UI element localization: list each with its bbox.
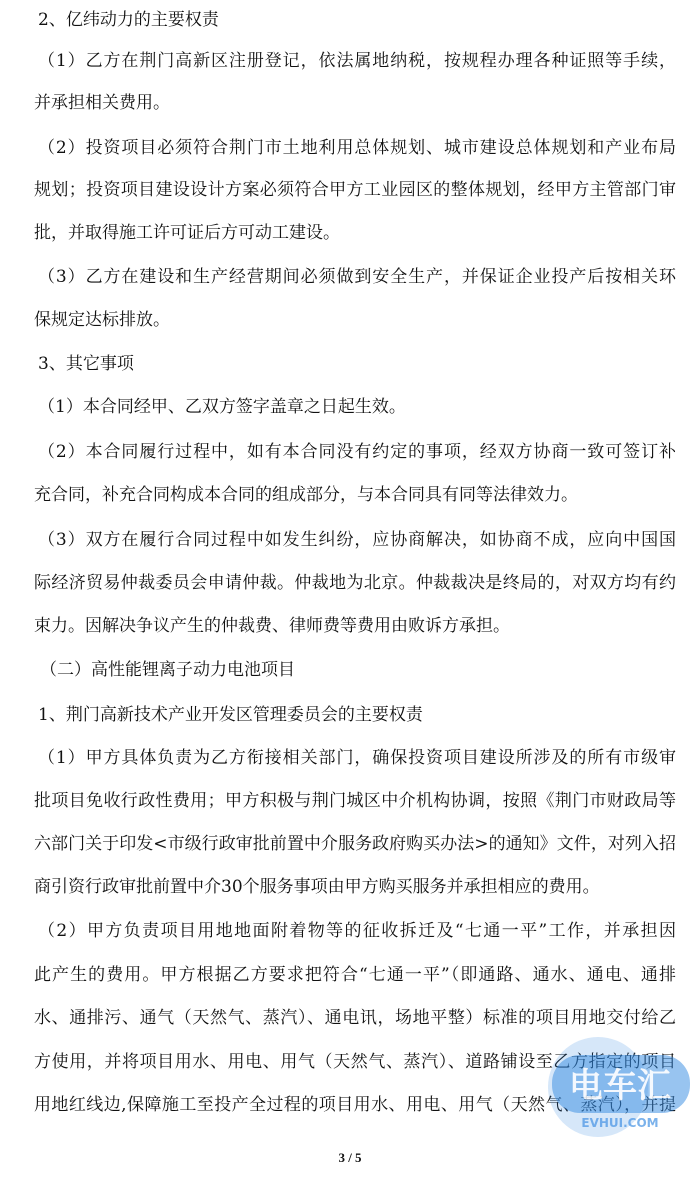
paragraph-line: （2）本合同履行过程中，如有本合同没有约定的事项，经双方协商一致可签订补 <box>38 442 676 462</box>
paragraph-line: 此产生的费用。甲方根据乙方要求把符合“七通一平”（即通路、通水、通电、通排 <box>34 965 676 985</box>
paragraph-line: （3）乙方在建设和生产经营期间必须做到安全生产，并保证企业投产后按相关环 <box>38 267 676 287</box>
paragraph-line: 际经济贸易仲裁委员会申请仲裁。仲裁地为北京。仲裁裁决是终局的，对双方均有约 <box>34 573 676 593</box>
paragraph-line: （3）双方在履行合同过程中如发生纠纷，应协商解决，如协商不成，应向中国国 <box>38 530 676 550</box>
paragraph-line: （1）甲方具体负责为乙方衔接相关部门，确保投资项目建设所涉及的所有市级审 <box>38 748 676 768</box>
paragraph-line: 并承担相关费用。 <box>34 93 170 113</box>
paragraph-line: 批，并取得施工许可证后方可动工建设。 <box>34 223 340 243</box>
paragraph-line: 商引资行政审批前置中介30个服务事项由甲方购买服务并承担相应的费用。 <box>34 877 600 897</box>
page-number: 3 / 5 <box>338 1150 362 1165</box>
paragraph-line: （2）甲方负责项目用地地面附着物等的征收拆迁及“七通一平”工作，并承担因 <box>38 921 676 941</box>
section-heading: 2、亿纬动力的主要权责 <box>38 10 219 30</box>
section-heading: 3、其它事项 <box>38 354 134 374</box>
paragraph-line: 方使用，并将项目用水、用电、用气（天然气、蒸汽）、道路铺设至乙方指定的项目 <box>34 1052 676 1072</box>
paragraph-line: 充合同，补充合同构成本合同的组成部分，与本合同具有同等法律效力。 <box>34 485 578 505</box>
paragraph-line: 批项目免收行政性费用；甲方积极与荆门城区中介机构协调，按照《荆门市财政局等 <box>34 791 676 811</box>
svg-text:EVHUI.COM: EVHUI.COM <box>581 1116 659 1130</box>
svg-text:电车汇: 电车汇 <box>569 1066 671 1106</box>
paragraph-line: 保规定达标排放。 <box>34 310 170 330</box>
section-heading: 1、荆门高新技术产业开发区管理委员会的主要权责 <box>38 705 423 725</box>
section-heading: （二）高性能锂离子动力电池项目 <box>40 660 295 680</box>
paragraph-line: 规划；投资项目建设设计方案必须符合甲方工业园区的整体规划，经甲方主管部门审 <box>34 180 676 200</box>
paragraph-line: 六部门关于印发<市级行政审批前置中介服务政府购买办法>的通知》文件，对列入招 <box>34 834 676 854</box>
paragraph-line: （2）投资项目必须符合荆门市土地利用总体规划、城市建设总体规划和产业布局 <box>38 138 676 158</box>
paragraph-line: 束力。因解决争议产生的仲裁费、律师费等费用由败诉方承担。 <box>34 616 510 636</box>
paragraph-line: 水、通排污、通气（天然气、蒸汽）、通电讯，场地平整）标准的项目用地交付给乙 <box>34 1008 676 1028</box>
paragraph-line: （1）乙方在荆门高新区注册登记，依法属地纳税，按规程办理各种证照等手续， <box>38 51 676 71</box>
paragraph-line: 用地红线边,保障施工至投产全过程的项目用水、用电、用气（天然气、蒸汽），并提 <box>34 1095 676 1115</box>
paragraph-line: （1）本合同经甲、乙双方签字盖章之日起生效。 <box>38 397 406 417</box>
